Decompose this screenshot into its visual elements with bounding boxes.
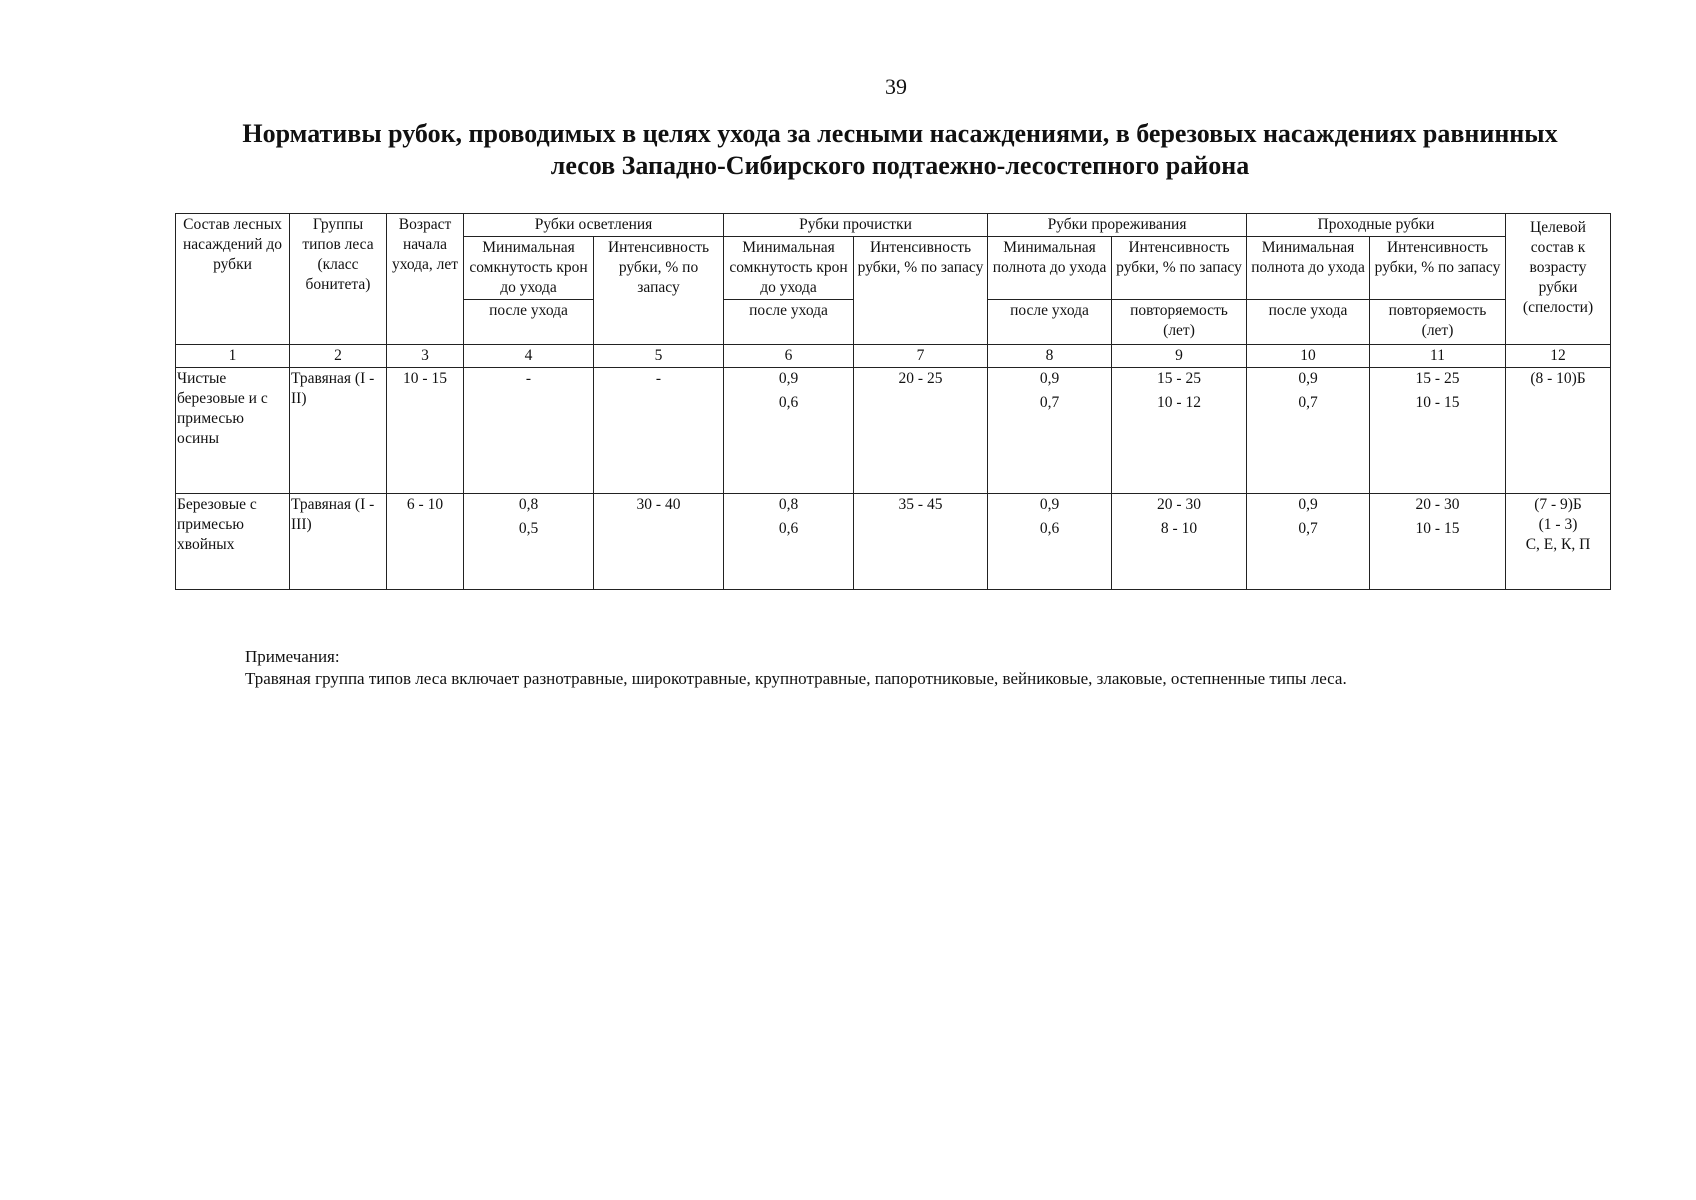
header-clarification: Рубки осветления bbox=[464, 214, 724, 237]
column-number: 2 bbox=[290, 345, 387, 368]
title-line-1: Нормативы рубок, проводимых в целях ухода за лесными насаждениями, в березовых насаждениях равнинных bbox=[242, 119, 1558, 148]
column-number: 11 bbox=[1370, 345, 1506, 368]
cell-value-bottom: 0,7 bbox=[1298, 520, 1318, 537]
cell-c4 bbox=[464, 368, 594, 494]
header-after-6: после ухода bbox=[724, 300, 854, 345]
cell-value-bottom: 8 - 10 bbox=[1160, 520, 1198, 537]
column-number: 10 bbox=[1247, 345, 1370, 368]
cell-value-top: (7 - 9)Б bbox=[1534, 496, 1582, 513]
header-min-density-8: Минимальная полнота до ухода bbox=[988, 237, 1112, 300]
cell-value-bottom: 0,7 bbox=[1298, 394, 1318, 411]
column-number: 3 bbox=[387, 345, 464, 368]
cell-value-top: 0,8 bbox=[778, 496, 799, 513]
cell-c7: 20 - 25 bbox=[854, 368, 988, 494]
cell-value-bottom: С, Е, К, П bbox=[1525, 536, 1591, 553]
cell-value-top: 20 - 30 bbox=[1415, 496, 1460, 513]
column-numbers-row bbox=[176, 345, 1611, 368]
cell-value-top: 0,9 bbox=[1298, 370, 1318, 387]
header-passing: Проходные рубки bbox=[1247, 214, 1506, 237]
cell-c8 bbox=[988, 494, 1112, 590]
cell-value-top: 0,8 bbox=[518, 496, 539, 513]
column-number: 6 bbox=[724, 345, 854, 368]
column-number: 12 bbox=[1506, 345, 1611, 368]
cell-c4 bbox=[464, 494, 594, 590]
header-min-closure-6: Минимальная сомкнутость крон до ухода bbox=[724, 237, 854, 300]
cell-value-top: (8 - 10)Б bbox=[1530, 370, 1586, 387]
cell-value-bottom: 0,6 bbox=[1039, 520, 1060, 537]
cell-c5: 30 - 40 bbox=[594, 494, 724, 590]
header-min-density-10: Минимальная полнота до ухода bbox=[1247, 237, 1370, 300]
notes-text: Травяная группа типов леса включает разнотравные, широкотравные, крупнотравные, папоротниковые, вейниковые, злаковые, остепненные типы леса. bbox=[245, 669, 1347, 688]
cell-value-top: 0,9 bbox=[1039, 496, 1060, 513]
header-age: Возраст начала ухода, лет bbox=[387, 214, 464, 345]
cell-c6 bbox=[724, 494, 854, 590]
header-thinning: Рубки прореживания bbox=[988, 214, 1247, 237]
cell-c10 bbox=[1247, 368, 1370, 494]
header-min-closure-4: Минимальная сомкнутость крон до ухода bbox=[464, 237, 594, 300]
column-number: 1 bbox=[176, 345, 290, 368]
cell-value-bottom: 0,7 bbox=[1039, 394, 1060, 411]
header-after-8: после ухода bbox=[988, 300, 1112, 345]
cell-value-top: 20 - 30 bbox=[1157, 496, 1201, 513]
cell-c7: 35 - 45 bbox=[854, 494, 988, 590]
cell-c11 bbox=[1370, 494, 1506, 590]
cell-value-bottom: 0,6 bbox=[778, 394, 799, 411]
column-number: 5 bbox=[594, 345, 724, 368]
column-number: 4 bbox=[464, 345, 594, 368]
header-after-10: после ухода bbox=[1247, 300, 1370, 345]
header-row-1 bbox=[176, 214, 1611, 237]
cell-value-top: 15 - 25 bbox=[1415, 370, 1460, 387]
cell-c12 bbox=[1506, 494, 1611, 590]
header-repeat-9: повторяемость (лет) bbox=[1112, 300, 1247, 345]
column-number: 7 bbox=[854, 345, 988, 368]
cell-group: Травяная (I - III) bbox=[290, 494, 387, 590]
cell-value-bottom: 0,5 bbox=[518, 520, 539, 537]
cell-composition: Березовые с примесью хвойных bbox=[176, 494, 290, 590]
cell-c9 bbox=[1112, 494, 1247, 590]
cell-c6 bbox=[724, 368, 854, 494]
cell-value-bottom: 10 - 15 bbox=[1415, 394, 1460, 411]
cell-value-top: 0,9 bbox=[1039, 370, 1060, 387]
cell-c8 bbox=[988, 368, 1112, 494]
title-line-2: лесов Западно-Сибирского подтаежно-лесостепного района bbox=[550, 151, 1250, 180]
header-groups: Группы типов леса (класс бонитета) bbox=[290, 214, 387, 345]
cell-group: Травяная (I - II) bbox=[290, 368, 387, 494]
cell-value-bottom: 10 - 15 bbox=[1415, 520, 1460, 537]
cell-value-top: 0,9 bbox=[1298, 496, 1318, 513]
header-repeat-11: повторяемость (лет) bbox=[1370, 300, 1506, 345]
cell-c5: - bbox=[594, 368, 724, 494]
header-target: Целевой состав к возрасту рубки (спелости) bbox=[1506, 214, 1611, 345]
cell-value-bottom: 0,6 bbox=[778, 520, 799, 537]
cell-c9 bbox=[1112, 368, 1247, 494]
cell-composition: Чистые березовые и с примесью осины bbox=[176, 368, 290, 494]
page-number: 39 bbox=[885, 74, 907, 99]
cell-value-bottom: 10 - 12 bbox=[1157, 394, 1201, 411]
header-after-4: после ухода bbox=[464, 300, 594, 345]
notes bbox=[245, 646, 1645, 690]
cell-c10 bbox=[1247, 494, 1370, 590]
cell-value-top: 15 - 25 bbox=[1157, 370, 1201, 387]
header-intensity-5: Интенсивность рубки, % по запасу bbox=[594, 237, 724, 345]
table-row bbox=[176, 494, 1611, 590]
column-number: 8 bbox=[988, 345, 1112, 368]
header-intensity-7: Интенсивность рубки, % по запасу bbox=[854, 237, 988, 345]
cell-age: 6 - 10 bbox=[387, 494, 464, 590]
cell-age: 10 - 15 bbox=[387, 368, 464, 494]
header-intensity-11: Интенсивность рубки, % по запасу bbox=[1370, 237, 1506, 300]
table-row bbox=[176, 368, 1611, 494]
cell-c11 bbox=[1370, 368, 1506, 494]
header-composition: Состав лесных насаждений до рубки bbox=[176, 214, 290, 345]
cell-c12 bbox=[1506, 368, 1611, 494]
cell-value-middle: (1 - 3) bbox=[1538, 516, 1578, 533]
norms-table bbox=[175, 213, 1611, 590]
column-number: 9 bbox=[1112, 345, 1247, 368]
header-cleaning: Рубки прочистки bbox=[724, 214, 988, 237]
cell-value-top: - bbox=[525, 370, 532, 387]
document-title bbox=[170, 118, 1630, 182]
cell-value-top: 0,9 bbox=[778, 370, 799, 387]
notes-heading: Примечания: bbox=[245, 647, 340, 666]
header-intensity-9: Интенсивность рубки, % по запасу bbox=[1112, 237, 1247, 300]
